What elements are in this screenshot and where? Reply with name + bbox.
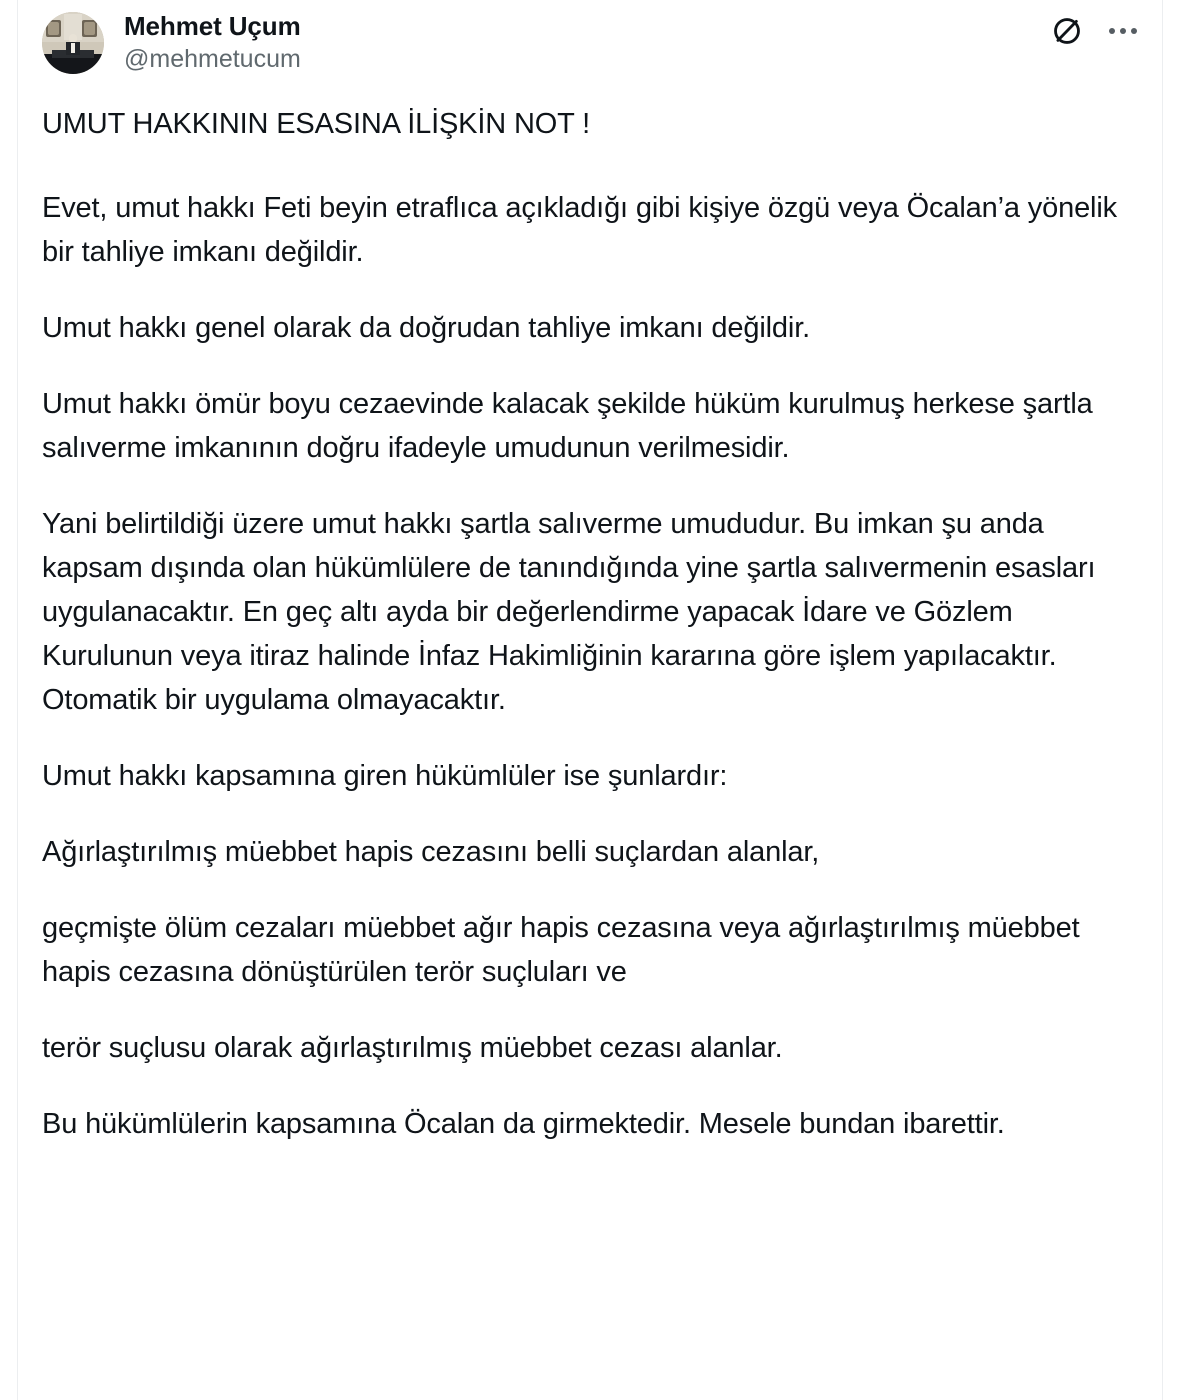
tweet-paragraph: Umut hakkı kapsamına giren hükümlüler ise şunlardır:	[42, 760, 728, 792]
tweet-paragraph: Ağırlaştırılmış müebbet hapis cezasını belli suçlardan alanlar,	[42, 836, 820, 868]
author-identity[interactable]	[124, 8, 301, 76]
author-display-name: Mehmet Uçum	[124, 11, 301, 41]
tweet-text	[42, 102, 1137, 1146]
tweet-paragraph: Umut hakkı ömür boyu cezaevinde kalacak şekilde hüküm kurulmuş herkese şartla salıverme imkanının doğru ifadeyle umudunun verilmesidir.	[42, 388, 1101, 464]
tweet-paragraph: Yani belirtildiği üzere umut hakkı şartla salıverme umududur. Bu imkan şu anda kapsam dışında olan hükümlülere de tanındığında yine şartla salıvermenin esasları uygulanacaktır. En geç altı ayda bir değerlendirme yapacak İdare ve Gözlem Kurulunun veya itiraz halinde İnfaz Hakimliğinin kararına göre işlem yapılacaktır. Otomatik bir uygulama olmayacaktır.	[42, 508, 1104, 716]
tweet-card[interactable]	[18, 0, 1162, 1400]
tweet-header-actions	[1050, 14, 1140, 48]
tweet-paragraph: terör suçlusu olarak ağırlaştırılmış müebbet cezası alanlar.	[42, 1032, 783, 1064]
avatar[interactable]	[42, 12, 104, 74]
card-right-divider	[1162, 0, 1163, 1400]
tweet-header	[42, 8, 1138, 86]
grok-icon[interactable]	[1050, 14, 1084, 48]
tweet-paragraph: Umut hakkı genel olarak da doğrudan tahliye imkanı değildir.	[42, 312, 811, 344]
author-handle: @mehmetucum	[124, 45, 301, 73]
tweet-paragraph-title: UMUT HAKKININ ESASINA İLİŞKİN NOT !	[42, 108, 591, 140]
tweet-paragraph: Bu hükümlülerin kapsamına Öcalan da girmektedir. Mesele bundan ibarettir.	[42, 1108, 1005, 1140]
more-options-icon[interactable]	[1106, 14, 1140, 48]
tweet-paragraph: Evet, umut hakkı Feti beyin etraflıca açıkladığı gibi kişiye özgü veya Öcalan’a yönelik bir tahliye imkanı değildir.	[42, 192, 1125, 268]
tweet-paragraph: geçmişte ölüm cezaları müebbet ağır hapis cezasına veya ağırlaştırılmış müebbet hapis cezasına dönüştürülen terör suçluları ve	[42, 912, 1088, 988]
